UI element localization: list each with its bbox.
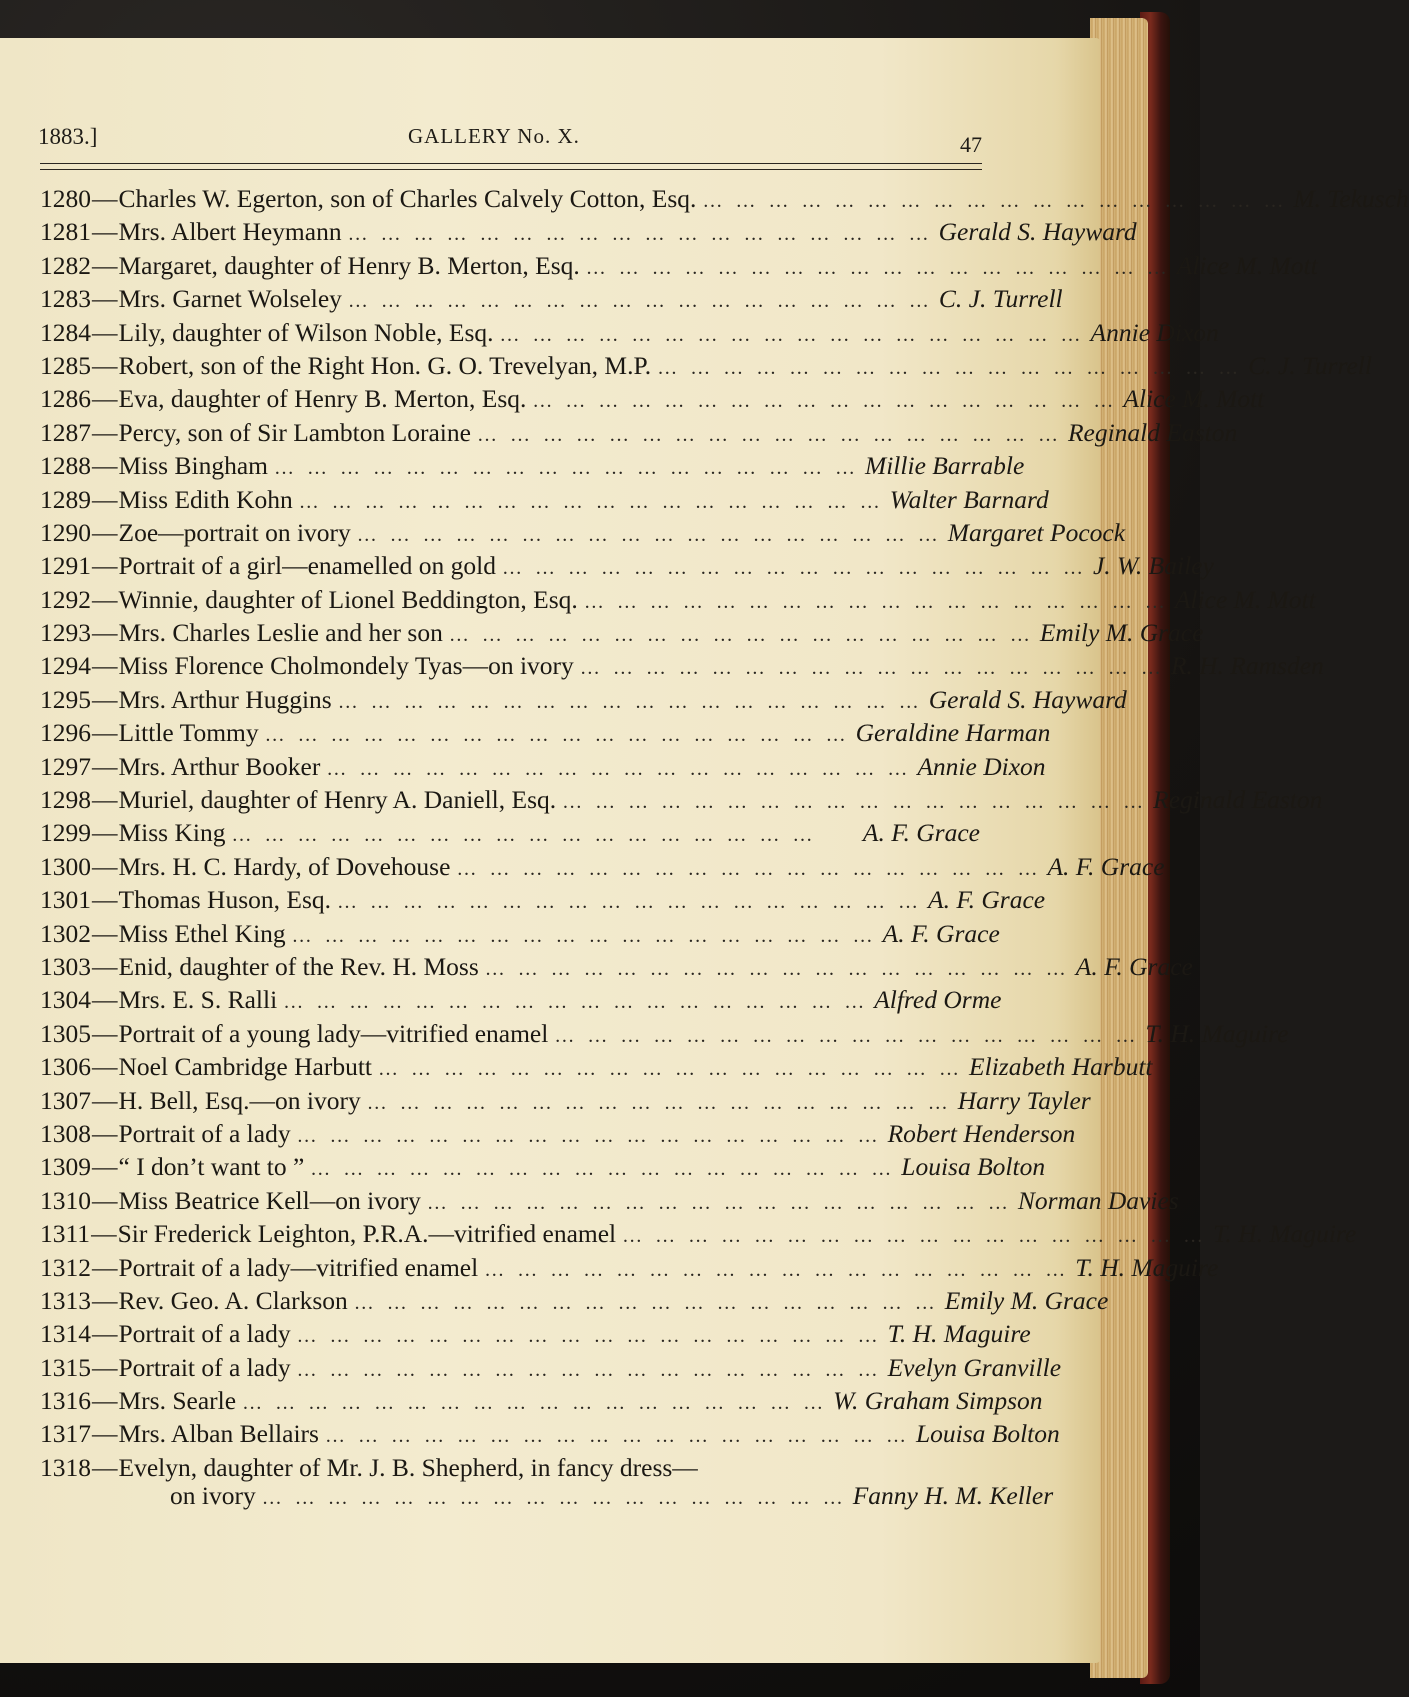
catalogue-entry bbox=[40, 718, 1051, 751]
entry-artist: A. F. Grace bbox=[862, 818, 980, 848]
entry-dash: — bbox=[92, 317, 118, 347]
leader-dots: … … … … … … … … … … … … … … … … … … bbox=[583, 590, 1169, 613]
entry-number: 1317 bbox=[40, 1419, 91, 1449]
entry-number: 1284 bbox=[40, 317, 91, 347]
leader-dots: … … … … … … … … … … … … … … … … … … bbox=[283, 991, 869, 1014]
catalogue-entry bbox=[40, 584, 1316, 618]
entry-subject: Mrs. Searle bbox=[118, 1386, 237, 1416]
entry-number: 1293 bbox=[40, 618, 91, 648]
entry-number: 1318 bbox=[40, 1452, 91, 1482]
catalogue-entry bbox=[40, 284, 1063, 317]
entry-subject: Sir Frederick Leighton, P.R.A.—vitrified enamel bbox=[117, 1219, 617, 1249]
catalogue-entry bbox=[40, 1252, 1219, 1286]
entry-artist: Robert Henderson bbox=[887, 1118, 1076, 1148]
entry-dash: — bbox=[92, 885, 118, 915]
leader-dots: … … … … … … … … … … … … … … … … … … bbox=[356, 523, 942, 546]
entry-artist: M. Tekusch bbox=[1293, 184, 1409, 213]
entry-subject: Miss Beatrice Kell—on ivory bbox=[118, 1185, 421, 1215]
entry-dash: — bbox=[92, 1252, 118, 1282]
entry-number: 1306 bbox=[40, 1052, 91, 1082]
entry-subject: Muriel, daughter of Henry A. Daniell, Esq. bbox=[118, 785, 557, 815]
entry-subject: Mrs. Arthur Booker bbox=[118, 751, 321, 781]
entry-subject: Percy, son of Sir Lambton Loraine bbox=[118, 417, 471, 447]
entry-subject: Mrs. Alban Bellairs bbox=[118, 1419, 319, 1449]
entry-subject: Little Tommy bbox=[118, 718, 259, 748]
leader-dots: … … … … … … … … … … … … … … … … … … bbox=[585, 256, 1171, 279]
catalogue-entries bbox=[40, 184, 1409, 1510]
leader-dots: … … … … … … … … … … … … … … … … … … bbox=[562, 791, 1148, 814]
entry-dash: — bbox=[92, 1052, 118, 1082]
entry-dash: — bbox=[92, 184, 118, 213]
entry-dash: — bbox=[92, 1452, 118, 1482]
entry-artist: T. H. Maguire bbox=[1145, 1018, 1289, 1048]
leader-dots: … … … … … … … … … … … … … … … … … … bbox=[326, 757, 912, 780]
catalogue-entry bbox=[40, 1386, 1043, 1419]
entry-subject: Miss Edith Kohn bbox=[118, 484, 293, 514]
entry-dash: — bbox=[92, 1018, 118, 1048]
leader-dots: … … … … … … … … … … … … … … … … … … bbox=[657, 356, 1243, 379]
entry-dash: — bbox=[92, 1185, 118, 1215]
entry-artist: A. F. Grace bbox=[882, 918, 1000, 948]
catalogue-entry bbox=[40, 384, 1265, 417]
catalogue-entry bbox=[40, 1052, 1153, 1085]
entry-dash: — bbox=[92, 618, 118, 648]
entry-number: 1302 bbox=[40, 918, 91, 948]
entry-artist: T. H. Maguire bbox=[1075, 1252, 1219, 1282]
catalogue-entry bbox=[40, 217, 1137, 250]
entry-dash: — bbox=[92, 384, 118, 414]
entry-artist: Emily M. Grace bbox=[944, 1285, 1109, 1315]
entry-artist: Alice M. Mott bbox=[1174, 584, 1316, 614]
entry-dash: — bbox=[92, 1118, 118, 1148]
entry-number: 1289 bbox=[40, 484, 91, 514]
entry-subject: Miss Ethel King bbox=[118, 918, 286, 948]
entry-artist: Walter Barnard bbox=[889, 484, 1049, 514]
entry-dash: — bbox=[92, 484, 118, 514]
catalogue-entry bbox=[40, 1319, 1031, 1352]
entry-dash: — bbox=[92, 751, 118, 781]
catalogue-entry bbox=[40, 985, 1002, 1018]
leader-dots: … … … … … … … … … … … … … … … … … … bbox=[310, 1158, 896, 1181]
catalogue-entry bbox=[40, 250, 1318, 284]
entry-number: 1298 bbox=[40, 785, 91, 815]
entry-dash: — bbox=[92, 1085, 118, 1115]
leader-dots: … … … … … … … … … … … … … … … … … … bbox=[296, 1358, 882, 1381]
header-rule-top bbox=[40, 163, 982, 164]
entry-artist: Harry Tayler bbox=[957, 1085, 1091, 1115]
entry-subject: “ I don’t want to ” bbox=[118, 1152, 305, 1182]
leader-dots: … … … … … … … … … … … … … … … … … … bbox=[242, 1392, 828, 1415]
entry-dash: — bbox=[92, 451, 118, 481]
entry-dash: — bbox=[92, 551, 118, 581]
leader-dots: … … … … … … … … … … … … … … … … … … bbox=[264, 724, 850, 747]
entry-artist: Louisa Bolton bbox=[901, 1152, 1046, 1182]
leader-dots: … … … … … … … … … … … … … … … … … … bbox=[273, 457, 859, 480]
entry-dash: — bbox=[92, 684, 118, 714]
entry-dash: — bbox=[92, 718, 118, 748]
leader-dots: … … … … … … … … … … … … … … … … … … bbox=[366, 1091, 952, 1114]
entry-artist: Millie Barrable bbox=[864, 451, 1025, 481]
entry-dash: — bbox=[92, 1285, 118, 1315]
leader-dots: … … … … … … … … … … … … … … … … … … bbox=[456, 857, 1042, 880]
entry-number: 1307 bbox=[40, 1085, 91, 1115]
entry-artist: J. W. Bailey bbox=[1092, 551, 1214, 581]
entry-artist: Geraldine Harman bbox=[855, 718, 1051, 748]
catalogue-entry bbox=[40, 451, 1025, 484]
catalogue-entry bbox=[40, 751, 1046, 785]
catalogue-entry bbox=[40, 684, 1127, 718]
catalogue-entry bbox=[40, 618, 1204, 651]
catalogue-entry bbox=[40, 1285, 1109, 1319]
entry-dash: — bbox=[92, 584, 118, 614]
leader-dots: … … … … … … … … … … … … … … … … … … bbox=[291, 924, 877, 947]
entry-number: 1310 bbox=[40, 1185, 91, 1215]
entry-number: 1308 bbox=[40, 1118, 91, 1148]
entry-subject: Portrait of a lady bbox=[118, 1118, 291, 1148]
leader-dots: … … … … … … … … … … … … … … … … … … bbox=[296, 1325, 882, 1348]
catalogue-entry bbox=[40, 350, 1372, 384]
entry-dash: — bbox=[92, 1319, 118, 1349]
entry-artist: A. F. Grace bbox=[1075, 951, 1193, 981]
entry-artist: Evelyn Granville bbox=[887, 1352, 1062, 1382]
catalogue-entry bbox=[40, 551, 1214, 584]
entry-number: 1309 bbox=[40, 1152, 91, 1182]
entry-subject: Mrs. Garnet Wolseley bbox=[118, 284, 342, 314]
entry-dash: — bbox=[92, 951, 118, 981]
entry-artist: Margaret Pocock bbox=[947, 517, 1126, 547]
leader-dots: … … … … … … … … … … … … … … … … … … bbox=[347, 290, 933, 313]
leader-dots: … … … … … … … … … … … … … … … … … … bbox=[579, 657, 1165, 680]
catalogue-entry bbox=[40, 1219, 1357, 1252]
entry-subject: Portrait of a lady—vitrified enamel bbox=[118, 1252, 479, 1282]
entry-dash: — bbox=[92, 851, 118, 881]
entry-artist: Alice M. Mott bbox=[1176, 250, 1318, 280]
entry-artist: Gerald S. Hayward bbox=[938, 217, 1137, 247]
catalogue-entry bbox=[40, 918, 1000, 952]
catalogue-entry bbox=[40, 1018, 1289, 1052]
leader-dots: … … … … … … … … … … … … … … … … … … bbox=[231, 824, 817, 847]
entry-number: 1297 bbox=[40, 751, 91, 781]
entry-dash: — bbox=[92, 417, 118, 447]
entry-artist: A. F. Grace bbox=[1047, 851, 1165, 881]
entry-artist: Reginald Easton bbox=[1067, 417, 1238, 447]
catalogue-entry bbox=[40, 517, 1126, 551]
catalogue-entry bbox=[40, 417, 1238, 451]
entry-subject: Miss Bingham bbox=[118, 451, 268, 481]
catalogue-entry bbox=[40, 1185, 1179, 1219]
leader-dots: … … … … … … … … … … … … … … … … … … bbox=[337, 891, 922, 914]
leader-dots: … … … … … … … … … … … … … … … … … … bbox=[476, 423, 1062, 446]
entry-subject: Miss Florence Cholmondely Tyas—on ivory bbox=[118, 651, 574, 681]
entry-artist: T. H. Maguire bbox=[1213, 1219, 1357, 1249]
entry-artist: R. H. Ramsden bbox=[1170, 651, 1324, 681]
catalogue-entry bbox=[40, 1419, 1060, 1452]
entry-artist: Alfred Orme bbox=[874, 985, 1002, 1015]
entry-number: 1299 bbox=[40, 818, 91, 848]
entry-number: 1304 bbox=[40, 985, 91, 1015]
catalogue-entry bbox=[40, 1118, 1076, 1152]
entry-artist: W. Graham Simpson bbox=[833, 1386, 1043, 1416]
catalogue-entry bbox=[40, 651, 1324, 684]
entry-number: 1294 bbox=[40, 651, 91, 681]
entry-number: 1313 bbox=[40, 1285, 91, 1315]
entry-number: 1285 bbox=[40, 350, 91, 380]
entry-subject: Robert, son of the Right Hon. G. O. Trevelyan, M.P. bbox=[118, 350, 652, 380]
entry-number: 1303 bbox=[40, 951, 91, 981]
entry-dash: — bbox=[92, 785, 118, 815]
entry-number: 1291 bbox=[40, 551, 91, 581]
leader-dots: … … … … … … … … … … … … … … … … … … bbox=[484, 957, 1070, 980]
entry-subject: Winnie, daughter of Lionel Beddington, Esq. bbox=[118, 584, 578, 614]
entry-subject: Thomas Huson, Esq. bbox=[118, 885, 331, 915]
entry-number: 1311 bbox=[40, 1219, 91, 1249]
entry-subject: Portrait of a lady bbox=[118, 1352, 291, 1382]
entry-artist: Norman Davies bbox=[1017, 1185, 1179, 1215]
entry-dash: — bbox=[92, 1419, 118, 1449]
entry-subject: Mrs. Albert Heymann bbox=[118, 217, 342, 247]
entry-subject: Mrs. Arthur Huggins bbox=[118, 684, 332, 714]
entry-subject: Noel Cambridge Harbutt bbox=[118, 1052, 373, 1082]
entry-dash: — bbox=[92, 350, 118, 380]
entry-number: 1280 bbox=[40, 184, 91, 213]
entry-subject: Portrait of a girl—enamelled on gold bbox=[118, 551, 496, 581]
entry-subject: Miss King bbox=[118, 818, 226, 848]
leader-dots: … … … … … … … … … … … … … … … … … … bbox=[324, 1425, 910, 1448]
leader-dots: … … … … … … … … … … … … … … … … … … bbox=[622, 1225, 1208, 1248]
leader-dots: … … … … … … … … … … … … … … … … … … bbox=[296, 1124, 882, 1147]
entry-dash: — bbox=[92, 517, 118, 547]
entry-subject: Portrait of a young lady—vitrified enamel bbox=[118, 1018, 549, 1048]
entry-dash: — bbox=[92, 250, 118, 280]
entry-dash: — bbox=[92, 818, 118, 848]
entry-subject: Margaret, daughter of Henry B. Merton, Esq. bbox=[118, 250, 580, 280]
entry-subject: Lily, daughter of Wilson Noble, Esq. bbox=[118, 317, 494, 347]
entry-subject: Rev. Geo. A. Clarkson bbox=[118, 1285, 348, 1315]
entry-number: 1283 bbox=[40, 284, 91, 314]
entry-dash: — bbox=[92, 1386, 118, 1416]
entry-subject: Eva, daughter of Henry B. Merton, Esq. bbox=[118, 384, 527, 414]
catalogue-entry bbox=[40, 818, 980, 851]
page-header bbox=[38, 120, 982, 157]
leader-dots: … … … … … … … … … … … … … … … … … … bbox=[337, 690, 923, 713]
entry-number: 1315 bbox=[40, 1352, 91, 1382]
entry-artist: Annie Dixon bbox=[1090, 317, 1219, 347]
entry-artist: Gerald S. Hayward bbox=[928, 684, 1127, 714]
entry-dash: — bbox=[92, 918, 118, 948]
entry-number: 1288 bbox=[40, 451, 91, 481]
leader-dots: … … … … … … … … … … … … … … … … … … bbox=[378, 1058, 964, 1081]
entry-artist: Elizabeth Harbutt bbox=[969, 1052, 1153, 1082]
entry-number: 1292 bbox=[40, 584, 91, 614]
catalogue-entry bbox=[40, 484, 1049, 518]
entry-dash: — bbox=[92, 217, 118, 247]
leader-dots: … … … … … … … … … … … … … … … … … … bbox=[499, 323, 1085, 346]
header-gallery-title: GALLERY No. X. bbox=[408, 124, 580, 148]
catalogue-entry bbox=[40, 317, 1219, 351]
catalogue-entry bbox=[40, 851, 1165, 885]
entry-number: 1286 bbox=[40, 384, 91, 414]
catalogue-entry bbox=[40, 785, 1323, 818]
entry-dash: — bbox=[92, 1152, 118, 1182]
entry-subject: Mrs. E. S. Ralli bbox=[118, 985, 278, 1015]
leader-dots: … … … … … … … … … … … … … … … … … … bbox=[702, 190, 1288, 212]
entry-dash: — bbox=[92, 1352, 118, 1382]
entry-subject-continued: on ivory bbox=[170, 1480, 256, 1510]
entry-dash: — bbox=[92, 284, 118, 314]
entry-number: 1305 bbox=[40, 1018, 91, 1048]
catalogue-entry bbox=[40, 1152, 1046, 1185]
leader-dots: … … … … … … … … … … … … … … … … … … bbox=[426, 1191, 1012, 1214]
leader-dots: … … … … … … … … … … … … … … … … … … bbox=[484, 1258, 1070, 1281]
entry-subject: Portrait of a lady bbox=[118, 1319, 291, 1349]
catalogue-entry bbox=[40, 1352, 1062, 1386]
leader-dots: … … … … … … … … … … … … … … … … … … bbox=[347, 223, 933, 246]
leader-dots: … … … … … … … … … … … … … … … … … … bbox=[532, 390, 1118, 413]
entry-number: 1290 bbox=[40, 517, 91, 547]
entry-number: 1301 bbox=[40, 885, 91, 915]
catalogue-entry bbox=[40, 951, 1193, 985]
entry-artist: C. J. Turrell bbox=[1248, 350, 1372, 380]
catalogue-entry-multiline bbox=[40, 1452, 1054, 1510]
leader-dots: … … … … … … … … … … … … … … … … … … bbox=[298, 490, 884, 513]
entry-dash: — bbox=[92, 651, 118, 681]
entry-number: 1312 bbox=[40, 1252, 91, 1282]
leader-dots: … … … … … … … … … … … … … … … … … … bbox=[261, 1486, 847, 1509]
entry-artist: T. H. Maguire bbox=[887, 1319, 1031, 1349]
entry-number: 1282 bbox=[40, 250, 91, 280]
entry-number: 1287 bbox=[40, 417, 91, 447]
entry-dash: — bbox=[91, 1219, 117, 1249]
leader-dots: … … … … … … … … … … … … … … … … … … bbox=[554, 1024, 1140, 1047]
entry-subject: Zoe—portrait on ivory bbox=[118, 517, 351, 547]
entry-dash: — bbox=[92, 985, 118, 1015]
entry-number: 1300 bbox=[40, 851, 91, 881]
entry-artist: Fanny H. M. Keller bbox=[852, 1480, 1054, 1510]
entry-number: 1296 bbox=[40, 718, 91, 748]
entry-number: 1314 bbox=[40, 1319, 91, 1349]
entry-artist: Alice M. Mott bbox=[1123, 384, 1265, 414]
catalogue-entry bbox=[40, 1085, 1091, 1119]
entry-artist: Reginald Easton bbox=[1153, 785, 1323, 815]
leader-dots: … … … … … … … … … … … … … … … … … … bbox=[448, 624, 1034, 647]
entry-subject: H. Bell, Esq.—on ivory bbox=[118, 1085, 361, 1115]
header-rule-bottom bbox=[40, 169, 982, 170]
catalogue-entry bbox=[40, 184, 1409, 217]
entry-artist: C. J. Turrell bbox=[938, 284, 1063, 314]
entry-subject: Evelyn, daughter of Mr. J. B. Shepherd, in fancy dress— bbox=[118, 1452, 698, 1482]
entry-number: 1316 bbox=[40, 1386, 91, 1416]
entry-number: 1295 bbox=[40, 684, 91, 714]
entry-subject: Mrs. H. C. Hardy, of Dovehouse bbox=[118, 851, 451, 881]
leader-dots: … … … … … … … … … … … … … … … … … … bbox=[501, 557, 1087, 580]
header-year: 1883.] bbox=[38, 124, 98, 149]
entry-subject: Enid, daughter of the Rev. H. Moss bbox=[118, 951, 479, 981]
page-number: 47 bbox=[960, 132, 982, 157]
entry-number: 1281 bbox=[40, 217, 91, 247]
entry-artist: Emily M. Grace bbox=[1039, 618, 1204, 648]
catalogue-entry bbox=[40, 885, 1046, 918]
entry-artist: Louisa Bolton bbox=[915, 1419, 1060, 1449]
entry-subject: Mrs. Charles Leslie and her son bbox=[118, 618, 443, 648]
entry-subject: Charles W. Egerton, son of Charles Calvely Cotton, Esq. bbox=[118, 184, 697, 213]
leader-dots: … … … … … … … … … … … … … … … … … … bbox=[353, 1291, 939, 1314]
entry-artist: A. F. Grace bbox=[928, 885, 1046, 915]
entry-artist: Annie Dixon bbox=[917, 751, 1046, 781]
